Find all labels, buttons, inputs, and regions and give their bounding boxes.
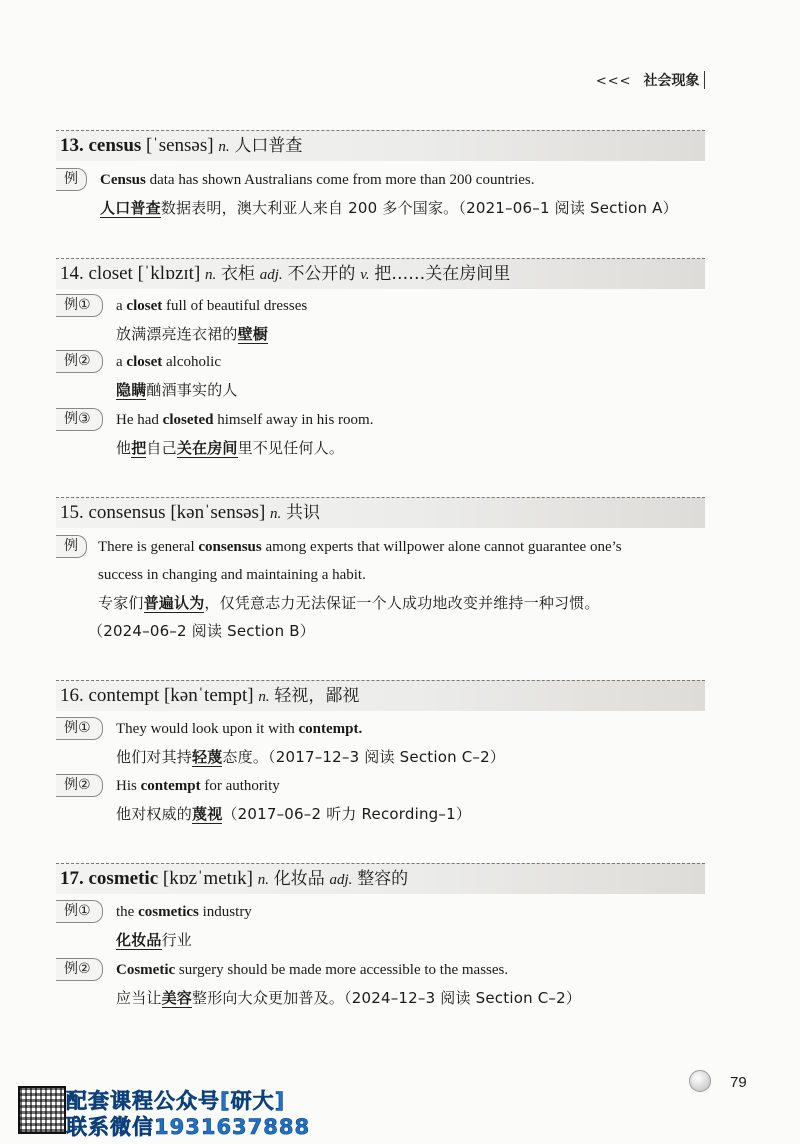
entry-number: 14. — [60, 263, 84, 284]
example-en: Census data has shown Australians come from more than 200 countries. — [100, 172, 535, 188]
headword: cosmetic — [88, 868, 159, 889]
example-label: 例② — [56, 350, 103, 373]
definition: 共识 — [286, 503, 321, 523]
example-en: His contempt for authority — [116, 778, 280, 794]
part-of-speech: adj. — [329, 872, 353, 888]
definition: 轻视，鄙视 — [274, 686, 360, 706]
entry-16-heading — [56, 680, 705, 711]
headword: census — [88, 135, 142, 156]
example-cn: 人口普查数据表明，澳大利亚人来自 200 多个国家。（2021–06–1 阅读 Section A） — [100, 199, 678, 217]
part-of-speech: n. — [270, 506, 282, 522]
example-en-line2: success in changing and maintaining a habit. — [98, 567, 366, 583]
example-cn: 化妆品行业 — [116, 931, 193, 949]
entry-17-heading — [56, 863, 705, 894]
definition: 化妆品 — [273, 869, 325, 889]
example-label: 例① — [56, 294, 103, 317]
definition: 人口普查 — [234, 136, 303, 156]
example-en: a closet full of beautiful dresses — [116, 298, 308, 314]
example-label: 例② — [56, 958, 103, 981]
entry-number: 17. — [60, 868, 84, 889]
entry-number: 13. — [60, 135, 84, 156]
definition: 不公开的 — [287, 264, 356, 284]
headword: closet — [88, 263, 133, 284]
entry-15-heading — [56, 497, 705, 528]
page-number-ornament — [689, 1070, 711, 1092]
example-en: There is general consensus among experts that willpower alone cannot guarantee one’s — [98, 539, 622, 555]
part-of-speech: adj. — [259, 267, 283, 283]
phonetic: [kənˈsensəs] — [170, 502, 266, 523]
example-cn: 专家们普遍认为，仅凭意志力无法保证一个人成功地改变并维持一种习惯。 — [98, 594, 600, 612]
example-label: 例 — [56, 168, 87, 191]
headword: contempt — [88, 685, 160, 706]
example-cn: 他对权威的蔑视（2017–06–2 听力 Recording–1） — [116, 805, 472, 823]
entry-number: 15. — [60, 502, 84, 523]
part-of-speech: v. — [360, 267, 370, 283]
part-of-speech: n. — [218, 139, 230, 155]
phonetic: [kənˈtempt] — [163, 685, 254, 706]
definition: 衣柜 — [221, 264, 256, 284]
phonetic: [ˈklɒzɪt] — [137, 263, 201, 284]
part-of-speech: n. — [257, 872, 270, 888]
entry-14-heading — [56, 258, 705, 289]
example-cn: 放满漂亮连衣裙的壁橱 — [116, 325, 269, 343]
example-label: 例① — [56, 717, 103, 740]
example-en: Cosmetic surgery should be made more accessible to the masses. — [116, 962, 509, 978]
part-of-speech: n. — [258, 689, 270, 705]
promo-line-1: 配套课程公众号[研大] — [66, 1089, 286, 1113]
example-en: a closet alcoholic — [116, 354, 221, 370]
example-en: He had closeted himself away in his room. — [116, 412, 374, 428]
header-title: 社会现象 — [643, 73, 700, 89]
page-number: 79 — [730, 1074, 747, 1091]
entry-number: 16. — [60, 685, 84, 706]
definition: 整容的 — [357, 869, 409, 889]
promo-line-2: 联系微信1931637888 — [66, 1115, 311, 1139]
example-label: 例③ — [56, 408, 103, 431]
example-cn: 隐瞒酗酒事实的人 — [116, 381, 238, 399]
example-cn: 应当让美容整形向大众更加普及。（2024–12–3 阅读 Section C–2） — [116, 989, 582, 1007]
phonetic: [kɒzˈmetɪk] — [162, 868, 254, 889]
example-cn: 他们对其持轻蔑态度。（2017–12–3 阅读 Section C–2） — [116, 748, 506, 766]
page-header — [596, 70, 705, 90]
header-arrows: <<< — [595, 74, 632, 89]
qr-code-image — [18, 1086, 66, 1134]
phonetic: [ˈsensəs] — [146, 135, 214, 156]
headword: consensus — [88, 502, 166, 523]
example-cn: 他把自己关在房间里不见任何人。 — [116, 439, 345, 457]
example-label: 例① — [56, 900, 103, 923]
definition: 把……关在房间里 — [374, 264, 511, 284]
example-label: 例② — [56, 774, 103, 797]
example-en: They would look upon it with contempt. — [116, 721, 363, 737]
part-of-speech: n. — [205, 267, 217, 283]
entry-13-heading — [56, 130, 705, 161]
example-en: the cosmetics industry — [116, 904, 252, 920]
header-divider — [704, 71, 706, 89]
example-cn-line2: （2024–06–2 阅读 Section B） — [88, 622, 315, 640]
example-label: 例 — [56, 535, 87, 558]
